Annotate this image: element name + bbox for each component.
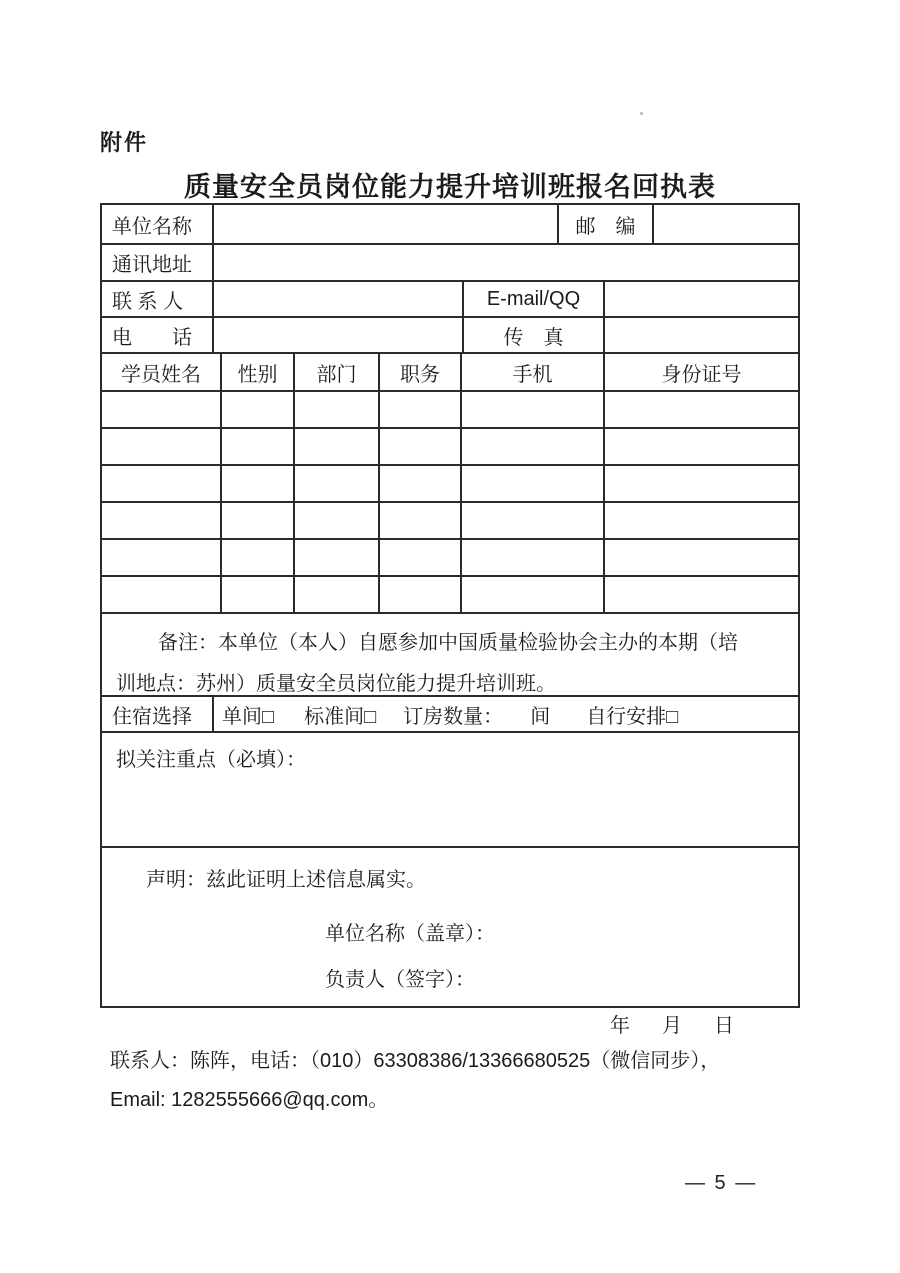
student-empty-cell xyxy=(462,540,605,575)
student-empty-row xyxy=(102,540,798,577)
signer-label: 负责人（签字）： xyxy=(325,969,475,991)
student-empty-cell xyxy=(605,540,798,575)
address-value-cell xyxy=(214,245,798,280)
student-empty-cell xyxy=(222,503,295,538)
student-empty-cell xyxy=(102,466,222,501)
student-empty-cell xyxy=(380,392,462,427)
student-empty-cell xyxy=(102,429,222,464)
student-empty-cell xyxy=(605,429,798,464)
row-phone xyxy=(102,318,798,354)
focus-row xyxy=(102,733,798,848)
row-unit-name xyxy=(102,205,798,245)
student-empty-cell xyxy=(222,392,295,427)
email-qq-value-cell xyxy=(605,282,798,316)
footer-contact-line-1: 联系人：陈阵，电话：（010）63308386/13366680525（微信同步）， xyxy=(110,1050,721,1072)
student-empty-cell xyxy=(462,429,605,464)
student-empty-cell xyxy=(295,392,380,427)
student-empty-cell xyxy=(380,577,462,612)
rooms-unit-label: 间 xyxy=(530,705,551,728)
student-empty-cell xyxy=(102,503,222,538)
phone-label: 电 话 xyxy=(102,318,214,352)
student-empty-cell xyxy=(380,503,462,538)
month-label: 月 xyxy=(662,1015,682,1037)
accommodation-label: 住宿选择 xyxy=(102,697,214,731)
student-empty-cell xyxy=(102,577,222,612)
day-label: 日 xyxy=(714,1015,734,1037)
student-empty-cell xyxy=(295,540,380,575)
fax-value-cell xyxy=(605,318,798,352)
student-empty-row xyxy=(102,503,798,540)
attachment-label: 附件 xyxy=(100,130,149,155)
student-empty-cell xyxy=(380,466,462,501)
postcode-value-cell xyxy=(654,205,798,243)
header-id-number: 身份证号 xyxy=(661,363,742,386)
student-header-row xyxy=(102,354,798,392)
student-empty-row xyxy=(102,429,798,466)
student-empty-cell xyxy=(605,503,798,538)
page-number: — 5 — xyxy=(685,1172,758,1194)
student-empty-row xyxy=(102,466,798,503)
student-empty-cell xyxy=(462,503,605,538)
row-address xyxy=(102,245,798,282)
student-empty-cell xyxy=(380,540,462,575)
header-student-name: 学员姓名 xyxy=(102,354,222,390)
student-empty-cell xyxy=(295,466,380,501)
accommodation-row xyxy=(102,697,798,733)
address-label: 通讯地址 xyxy=(102,245,214,280)
student-empty-cell xyxy=(462,392,605,427)
student-empty-cell xyxy=(295,577,380,612)
student-empty-cell xyxy=(222,577,295,612)
unit-seal-label: 单位名称（盖章）： xyxy=(325,923,495,945)
header-position: 职务 xyxy=(380,354,462,390)
student-empty-row xyxy=(102,392,798,429)
accommodation-options-cell xyxy=(214,697,798,731)
single-room-checkbox-label: 单间□ xyxy=(222,705,275,728)
scan-artifact-dot xyxy=(640,112,643,115)
header-mobile: 手机 xyxy=(462,354,605,390)
student-empty-cell xyxy=(462,577,605,612)
year-label: 年 xyxy=(610,1015,630,1037)
student-empty-cell xyxy=(102,392,222,427)
declaration-row xyxy=(102,848,798,1037)
student-empty-row xyxy=(102,577,798,614)
form-title: 质量安全员岗位能力提升培训班报名回执表 xyxy=(184,172,716,202)
remark-cell xyxy=(102,614,798,695)
date-line xyxy=(102,1009,798,1038)
email-qq-label: E-mail/QQ xyxy=(464,282,605,316)
student-empty-cell xyxy=(295,429,380,464)
standard-room-checkbox-label: 标准间□ xyxy=(304,705,377,728)
contact-value-cell xyxy=(214,282,464,316)
student-empty-cell xyxy=(222,540,295,575)
student-empty-cell xyxy=(380,429,462,464)
student-empty-cell xyxy=(295,503,380,538)
phone-value-cell xyxy=(214,318,464,352)
student-empty-cell xyxy=(222,429,295,464)
student-empty-cell xyxy=(605,577,798,612)
student-empty-cell xyxy=(462,466,605,501)
remark-row xyxy=(102,614,798,697)
header-department: 部门 xyxy=(295,354,380,390)
fax-label: 传 真 xyxy=(464,318,605,352)
unit-name-label: 单位名称 xyxy=(102,205,214,243)
declaration-statement: 声明：兹此证明上述信息属实。 xyxy=(146,869,426,891)
footer-contact-line-2: Email: 1282555666@qq.com。 xyxy=(110,1089,389,1111)
postcode-label: 邮 编 xyxy=(559,205,654,243)
declaration-cell xyxy=(102,848,798,1037)
contact-label: 联 系 人 xyxy=(102,282,214,316)
booking-count-label: 订房数量： xyxy=(403,705,504,728)
student-empty-cell xyxy=(102,540,222,575)
remark-line-1: 备注：本单位（本人）自愿参加中国质量检验协会主办的本期（培 xyxy=(158,632,738,654)
footer-contact xyxy=(110,1042,810,1120)
student-empty-cell xyxy=(605,392,798,427)
student-empty-cell xyxy=(222,466,295,501)
row-contact xyxy=(102,282,798,318)
unit-name-value-cell xyxy=(214,205,559,243)
self-arrange-checkbox-label: 自行安排□ xyxy=(586,705,679,728)
registration-table xyxy=(100,203,800,1037)
student-empty-cell xyxy=(605,466,798,501)
remark-line-2: 训地点：苏州）质量安全员岗位能力提升培训班。 xyxy=(116,673,556,695)
focus-label: 拟关注重点（必填）： xyxy=(116,749,306,771)
header-gender: 性别 xyxy=(222,354,295,390)
